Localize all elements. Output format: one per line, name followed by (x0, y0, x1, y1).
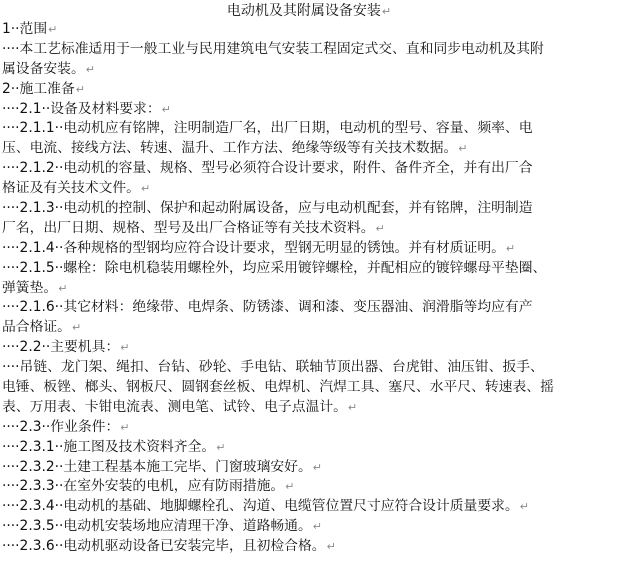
paragraph-mark-icon: ↵ (216, 440, 226, 454)
text-line (2, 298, 614, 318)
text-line (2, 318, 614, 338)
text-line (2, 458, 614, 478)
text-line-content: ····本工艺标准适用于一般工业与民用建筑电气安装工程固定式交、直和同步电动机及其附 (2, 40, 544, 57)
paragraph-mark-icon: ↵ (75, 82, 85, 96)
text-line-content: 属设备安装。 (2, 60, 85, 77)
text-line-content: ····2.1.5··螺栓：除电机稳装用螺栓外，均应采用镀锌螺栓，并配相应的镀锌螺母平垫圈、 (2, 259, 547, 276)
text-line-content: 品合格证。 (2, 319, 71, 336)
text-line (2, 497, 614, 517)
text-line (2, 477, 614, 497)
text-line-content: 2··施工准备 (2, 80, 75, 97)
text-line-content: ····2.3.4··电动机的基础、地脚螺栓孔、沟道、电缆管位置尺寸应符合设计质量要求。 (2, 498, 519, 515)
paragraph-mark-icon: ↵ (120, 341, 130, 355)
paragraph-mark-icon: ↵ (347, 400, 358, 414)
text-line (2, 537, 614, 557)
text-line-content: ····2.3.2··土建工程基本施工完毕、门窗玻璃安好。 (2, 458, 312, 475)
paragraph-mark-icon: ↵ (71, 321, 82, 335)
document-title (0, 2, 618, 21)
document-title-text: 电动机及其附属设备安装 (226, 3, 381, 19)
text-line-content: ····2.1.3··电动机的控制、保护和起动附属设备，应与电动机配套，并有铭牌，注明制造 (2, 200, 533, 216)
text-line (2, 80, 614, 100)
text-line-content: 格证及有关技术文件。 (2, 180, 140, 197)
text-line (2, 517, 614, 537)
text-line-content: ····2.3.3··在室外安装的电机，应有防雨措施。 (2, 478, 285, 495)
text-line-content: ····2.2··主要机具： (2, 339, 120, 356)
paragraph-mark-icon: ↵ (285, 480, 295, 494)
text-line-content: 1··范围 (2, 21, 48, 37)
text-line (2, 338, 614, 358)
text-line-content: ····吊链、龙门架、绳扣、台钻、砂轮、手电钻、联轴节顶出器、台虎钳、油压钳、扳手、 (2, 359, 544, 376)
text-line-content: ····2.1.2··电动机的容量、规格、型号必须符合设计要求，附件、备件齐全，并有出厂合 (2, 160, 533, 177)
paragraph-mark-icon: ↵ (505, 241, 516, 255)
text-line (2, 119, 614, 139)
text-line (2, 398, 614, 418)
text-line-content: ····2.1.4··各种规格的型钢均应符合设计要求，型钢无明显的锈蚀。并有材质证明。 (2, 239, 505, 256)
text-line-content: 电锤、板锉、榔头、钢板尺、圆钢套丝板、电焊机、汽焊工具、塞尺、水平尺、转速表、摇 (2, 379, 554, 395)
text-line (2, 100, 614, 120)
paragraph-mark-icon: ↵ (312, 520, 322, 534)
paragraph-mark-icon: ↵ (326, 540, 336, 554)
text-line-content: ····2.1.6··其它材料：绝缘带、电焊条、防锈漆、调和漆、变压器油、润滑脂等均应有产 (2, 299, 533, 316)
text-line (2, 438, 614, 458)
text-line-content: 表、万用表、卡钳电流表、测电笔、试铃、电子点温计。 (2, 398, 347, 415)
text-line-content: ····2.1.1··电动机应有铭牌，注明制造厂名，出厂日期，电动机的型号、容量、频率、电 (2, 120, 533, 137)
paragraph-mark-icon: ↵ (161, 102, 171, 116)
text-line-content: 厂名，出厂日期、规格、型号及出厂合格证等有关技术资料。 (2, 219, 375, 236)
text-line (2, 40, 614, 60)
paragraph-mark-icon: ↵ (120, 420, 130, 434)
text-line-content: 压、电流、接线方法、转速、温升、工作方法、绝缘等级等有关技术数据。 (2, 140, 458, 157)
paragraph-mark-icon: ↵ (140, 182, 151, 196)
paragraph-mark-icon: ↵ (458, 142, 468, 156)
paragraph-mark-icon: ↵ (312, 460, 322, 474)
paragraph-mark-icon: ↵ (381, 5, 392, 18)
text-line (2, 159, 614, 179)
text-line (2, 20, 614, 40)
text-line (2, 378, 614, 398)
text-line (2, 139, 614, 159)
text-line (2, 199, 614, 219)
text-line (2, 418, 614, 438)
text-line (2, 219, 614, 239)
text-line-content: ····2.3.1··施工图及技术资料齐全。 (2, 438, 216, 455)
paragraph-mark-icon: ↵ (58, 281, 68, 295)
paragraph-mark-icon: ↵ (519, 500, 529, 514)
text-line-content: 弹簧垫。 (2, 279, 58, 296)
text-line (2, 259, 614, 279)
paragraph-mark-icon: ↵ (48, 23, 58, 36)
paragraph-mark-icon: ↵ (85, 62, 95, 76)
text-line-content: ····2.3.5··电动机安装场地应清理干净、道路畅通。 (2, 518, 312, 535)
text-line (2, 60, 614, 80)
text-line-content: ····2.3.6··电动机驱动设备已安装完毕，且初检合格。 (2, 538, 326, 555)
text-line (2, 239, 614, 259)
text-line (2, 358, 614, 378)
paragraph-mark-icon: ↵ (375, 221, 385, 235)
text-line-content: ····2.3··作业条件： (2, 418, 120, 435)
text-line (2, 179, 614, 199)
text-line-content: ····2.1··设备及材料要求： (2, 100, 161, 117)
text-line (2, 279, 614, 299)
